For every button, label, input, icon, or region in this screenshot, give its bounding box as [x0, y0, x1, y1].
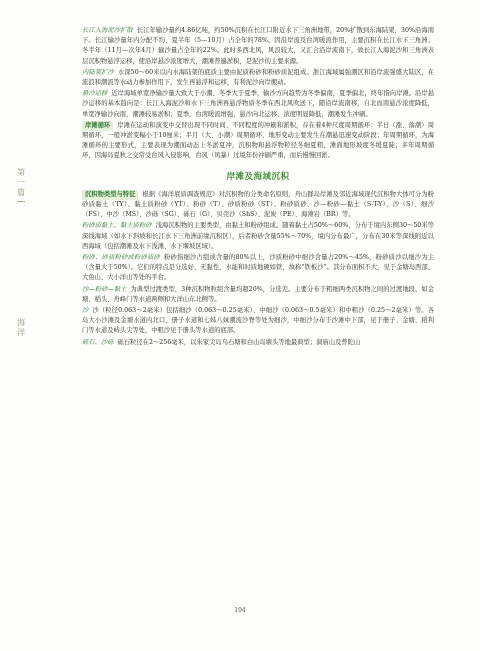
side-divider — [17, 201, 25, 202]
para-text: 根据《海洋底质调查规范》对沉积物的分类命名原则，舟山群岛岸滩及邻近海域现代沉积物大体可分为粉砂质黏土（TY）、黏土质粉砂（YT）、粉砂（T）、砂质粉砂（ST）、粉砂质砂、沙—粉砂—黏土（S-T-Y）、沙（S）、细沙（FS）、中沙（MS）、沙砾（SG）、砾石（G）、贝壳沙（ShS）、泥炭（PE）、海滩岩（BR）等。 — [82, 190, 434, 219]
para-lead: 沙 — [82, 307, 89, 315]
para-lead: 岸滩循环 — [82, 121, 113, 131]
paragraph-sand-silt-clay — [82, 285, 434, 305]
paragraph-inner-shelf — [82, 68, 434, 88]
para-lead: 悬沙运移 — [82, 90, 108, 98]
section-title: 岸滩及海域沉积 — [226, 171, 290, 182]
paragraph-clay-silt — [82, 221, 434, 252]
page-number: 194 — [234, 607, 246, 614]
page-content — [82, 26, 434, 349]
para-text: 水深50～60米以内水海陆架的底质主要由泥质粉砂和粉砂质泥组成。浙江海域属强潮区和沿岸流强盛大陆区，在流浪和潮流等水动力参加作用下，发生再悬浮和运移，有利泥沙向岸搬动。 — [82, 68, 435, 87]
paragraph-silt-sand — [82, 253, 434, 284]
side-tab — [14, 168, 28, 337]
paragraph-sand — [82, 306, 434, 337]
para-lead: 沉积物类型与特征 — [82, 190, 138, 200]
para-text: 长江年输沙量约4.86亿吨，约50%沉积在长江口附近水下三角洲地带，20%扩散到东海陆架，30%沿海南下。长江输沙量年内分配不均，夏半年（5—10月）占全年的78%。因沿岸流及台湾暖流作用，主要沉积在长江水下三角洲；冬半年（11月—次年4月）输沙量占全年的22%。此时多西北风，风浪较大，又汇合沿岸流南下，致长江入海泥沙和三角洲表层沉积物悬浮运移，使沿岸悬沙浓度增大，潮滩普遍淤积，是泥沙的主要来源。 — [82, 27, 435, 65]
paragraph-suspended-sediment — [82, 89, 434, 120]
para-lead: 粉砂、砂质粉砂或粉砂质砂 — [82, 254, 161, 262]
para-lead: 粉砂质黏土、黏土质粉砂 — [82, 222, 152, 230]
volume-label: 海洋 — [17, 318, 25, 337]
para-lead: 砾石、沙砾 — [82, 338, 114, 346]
para-lead: 内陆架扩沙 — [82, 68, 114, 76]
para-text: 岸滩在运动和演变中交替出现不同时间、不同程度的冲刷和淤积，存在着4种尺度周期循环：半日（涨、落潮）周期循环，一般冲淤变幅小于10厘米；半月（大、小潮）周期循环，地形变动主要发生在潮悬迅速变动阶段；年周期循环，为海滩循环的主要形式，主要表现为潮面动态上冬淤夏冲，沉积物和悬浮物粒径冬细夏粗，滩面地形坡度冬缓夏陡；多年周期循环，因海岛夏秋之交常受台风入侵影响，台风（风暴）过境年份冲刷严重，而后慢慢回淤。 — [82, 121, 434, 160]
para-lead: 长江入海泥沙扩散 — [82, 27, 133, 34]
paragraph-gravel — [82, 338, 434, 348]
para-text: 为典型过渡类型，3种沉积物粒组含量均超20%，分选差。主要分布于粗细两类沉积物之间的过渡地段，如金塘、稻头、舟峰门等水道两侧和大洋山东北侧等。 — [82, 285, 434, 303]
para-lead: 沙—粉砂—黏土 — [82, 285, 127, 293]
para-text: 粉砂指细沙占组成含量的80%以上，沙质粉砂中细沙含量占20%～45%，粉砂质沙以细沙为主（含量大于50%）。它们的特点是分选好、无黏性，水能和时质地硬如铁，故称“铁板沙”。其分布面积不大，见于金塘岛西部、大鱼山、大小洋山等处的平台。 — [82, 254, 434, 282]
para-text: 砾石粒径在2～256毫米，以朱家尖岛乌石塘和白山岛塘头等地最典型；洞庙山及普陀山 — [117, 338, 361, 346]
chapter-label: 第一篇 — [17, 168, 25, 197]
paragraph-sediment-types — [82, 190, 434, 221]
paragraph-yangtze — [82, 26, 434, 67]
para-text: 近岸海域单宽净输沙量大致大于小潮、冬季大于夏季，输沙方向趋势为冬季偏南，夏季偏北，终年指向岸滩。沿岸悬沙运移的基本趋向是：长江入海泥沙和水下三角洲再悬浮物质冬季在西北风吹送下，随沿岸流南移，自北而南悬沙浓度降低，单宽净输沙向南，潮滩较易淤积；夏季，台湾暖流增强，悬沙向北运移，浓度明显降低，潮滩发生冲刷。 — [82, 90, 435, 118]
para-text: 浅海沉积物的主要类型，由黏土和粉砂组成。随着黏土占50%～60%，分布于境内东侧30～50米等深线海域（如水下斜坡和长江水下三角洲前缘沉积区），后者粉砂含量55%～70%，境内分布最广，分布在30米等深线附近以西海域（包括潮滩及水下浅滩、水下堰坡区域）。 — [82, 222, 434, 250]
para-text: 沙（粒径0.063～2毫米）包括细沙（0.063～0.25毫米）、中细沙（0.063～0.5毫米）和中粗沙（0.25～2毫米）等。各岛大小沙滩及金塘水道内北口、册子水道和七姊八妹潮流沙脊等处为细沙，中细沙分布于沙滩中下部，见于册子、金塘、稻利门等水道及峙头尖等处，中粗沙见于册头等水道的底部。 — [82, 307, 435, 335]
paragraph-beach-cycle — [82, 121, 434, 162]
